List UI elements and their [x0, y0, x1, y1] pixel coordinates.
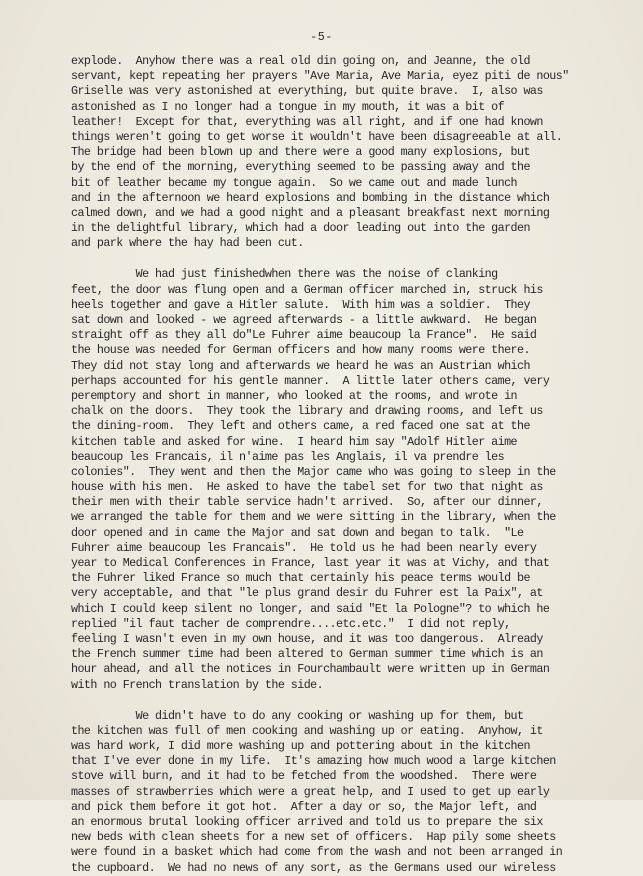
text-line: heels together and gave a Hitler salute. With him was a soldier. They [71, 297, 530, 312]
text-line: beaucoup les Francais, il n'aime pas les Anglais, il va prendre les [71, 449, 505, 464]
text-line: we arranged the table for them and we were sitting in the library, when the [71, 510, 556, 525]
text-line: stove will burn, and it had to be fetched from the woodshed. There were [71, 769, 537, 784]
paragraph-2 [71, 267, 641, 692]
text-line: in the delightful library, which had a door leading out into the garden [71, 221, 530, 236]
text-line: things weren't going to get worse it wouldn't have been disagreeable at all. [71, 129, 563, 144]
text-line: the Fuhrer liked France so much that certainly his peace terms would be [71, 571, 530, 586]
text-line: was hard work, I did more washing up and pottering about in the kitchen [71, 739, 530, 754]
text-line: peremptory and short in manner, who looked at the rooms, and wrote in [71, 388, 517, 403]
text-line: astonished as I no longer had a tongue in my mouth, it was a bit of [71, 99, 505, 114]
text-line: very acceptable, and that "le plus grand desir du Fuhrer est la Paix", at [71, 586, 543, 601]
text-line: calmed down, and we had a good night and a pleasant breakfast next morning [71, 205, 550, 220]
text-line: Fuhrer aime beaucoup les Francais". He told us he had been nearly every [71, 540, 537, 555]
text-line: were found in a basket which had come from the wash and not been arranged in [71, 845, 563, 860]
text-line: and park where the hay had been cut. [71, 236, 304, 251]
text-line: the dining-room. They left and others came, a red faced one sat at the [71, 419, 530, 434]
text-line: kitchen table and asked for wine. I heard him say "Adolf Hitler aime [71, 434, 517, 449]
text-line: the kitchen was full of men cooking and washing up or eating. Anyhow, it [71, 723, 543, 738]
paragraph-gap [71, 693, 641, 709]
text-line: feet, the door was flung open and a German officer marched in, struck his [71, 282, 543, 297]
text-line: The bridge had been blown up and there were a good many explosions, but [71, 145, 530, 160]
text-line: house with his men. He asked to have the tabel set for two that night as [71, 480, 543, 495]
text-line: replied "il faut tacher de comprendre....etc.etc." I did not reply, [71, 616, 511, 631]
page-number: -5- [310, 30, 333, 44]
text-line: that I've ever done in my life. It's amazing how much wood a large kitchen [71, 754, 556, 769]
text-line: straight off as they all do"Le Fuhrer aime beaucoup la France". He said [71, 328, 537, 343]
text-line: hour ahead, and all the notices in Fourchambault were written up in German [71, 662, 550, 677]
text-line: colonies". They went and then the Major came who was going to sleep in the [71, 464, 556, 479]
text-line: their men with their table service hadn't arrived. So, after our dinner, [71, 495, 543, 510]
text-line: servant, kept repeating her prayers "Ave Maria, Ave Maria, eyez piti de nous" [71, 69, 569, 84]
text-line: masses of strawberries which were a great help, and I used to get up early [71, 784, 550, 799]
paragraph-gap [71, 251, 641, 267]
text-line: the French summer time had been altered to German summer time which is an [71, 647, 543, 662]
text-line: We didn't have to do any cooking or washing up for them, but [71, 708, 524, 723]
paragraph-1 [71, 54, 641, 251]
text-line: chalk on the doors. They took the library and drawing rooms, and left us [71, 404, 543, 419]
document-body [71, 54, 641, 876]
text-line: perhaps accounted for his gentle manner. A little later others came, very [71, 373, 550, 388]
paragraph-3 [71, 709, 641, 876]
text-line: and in the afternoon we heard explosions and bombing in the distance which [71, 190, 550, 205]
text-line: year to Medical Conferences in France, last year it was at Vichy, and that [71, 556, 550, 570]
text-line: by the end of the morning, everything seemed to be passing away and the [71, 160, 530, 175]
text-line: Griselle was very astonished at everything, but quite brave. I, also was [71, 84, 543, 99]
text-line: new beds with clean sheets for a new set of officers. Hap pily some sheets [71, 830, 556, 845]
text-line: explode. Anyhow there was a real old din going on, and Jeanne, the old [71, 54, 530, 68]
text-line: and pick them before it got hot. After a day or so, the Major left, and [71, 799, 537, 814]
text-line: bit of leather became my tongue again. So we came out and made lunch [71, 175, 517, 190]
text-line: They did not stay long and afterwards we heard he was an Austrian which [71, 358, 530, 373]
text-line: door opened and in came the Major and sat down and began to talk. "Le [71, 525, 524, 540]
text-line: sat down and looked - we agreed afterwards - a little awkward. He began [71, 313, 537, 327]
text-line: leather! Except for that, everything was all right, and if one had known [71, 114, 543, 129]
text-line: with no French translation by the side. [71, 677, 324, 692]
text-line: the house was needed for German officers and how many rooms were there. [71, 343, 530, 358]
text-line: We had just finishedwhen there was the noise of clanking [71, 267, 498, 282]
text-line: which I could keep silent no longer, and said "Et la Pologne"? to which he [71, 601, 550, 616]
text-line: an enormous brutal looking officer arrived and told us to prepare the six [71, 815, 543, 829]
text-line: feeling I wasn't even in my own house, and it was too dangerous. Already [71, 631, 543, 646]
text-line: the cupboard. We had no news of any sort, as the Germans used our wireless [71, 860, 556, 875]
